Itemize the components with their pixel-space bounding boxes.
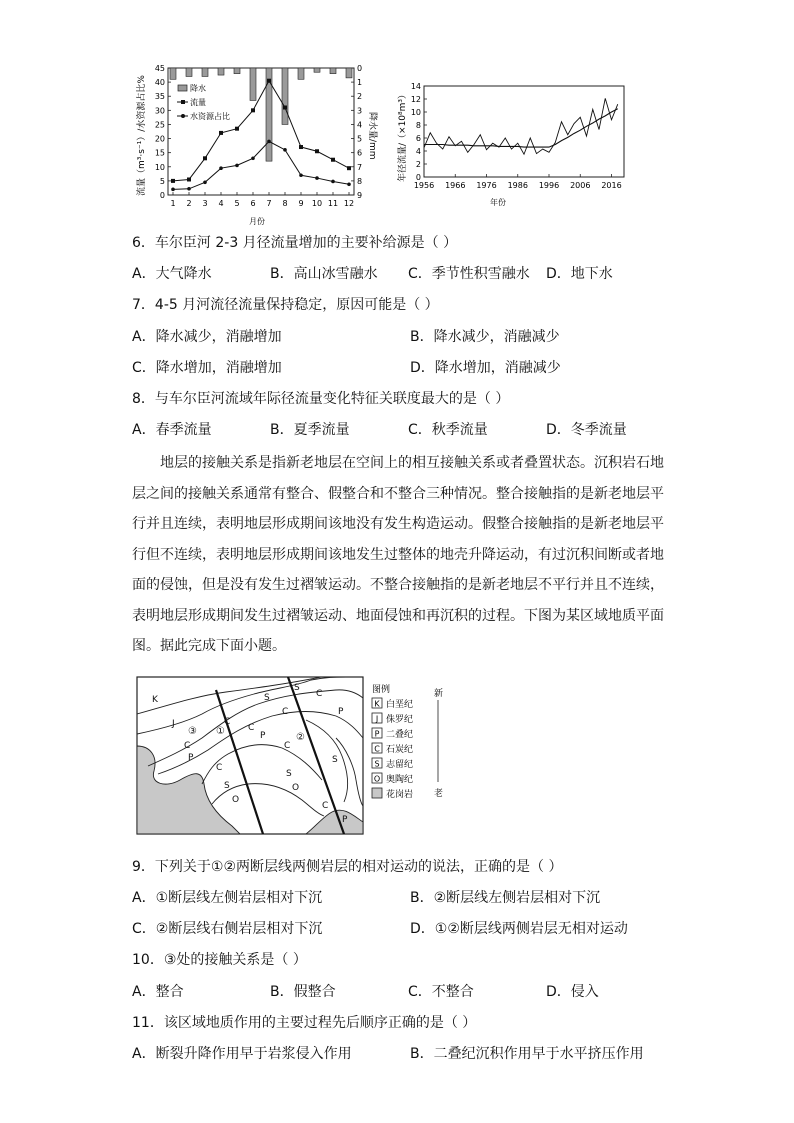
flow-point: [203, 156, 207, 160]
map-legend-name: 奥陶纪: [386, 775, 414, 785]
water-share-point: [267, 140, 271, 144]
question-11-stem: 11．该区域地质作用的主要过程先后顺序正确的是（ ）: [132, 1015, 477, 1031]
precip-bar: [170, 68, 176, 79]
q11-option-b[interactable]: B．二叠纪沉积作用早于水平挤压作用: [410, 1046, 644, 1062]
map-legend-code: O: [373, 774, 381, 784]
q7-option-c[interactable]: C．降水增加，消融增加: [132, 360, 282, 376]
map-legend-code: S: [374, 759, 380, 769]
question-8-stem: 8．与车尔臣河流域年际径流量变化特征关联度最大的是（ ）: [132, 391, 510, 407]
question-7-stem: 7．4-5 月河流径流量保持稳定，原因可能是（ ）: [132, 297, 439, 313]
map-legend-code: P: [374, 729, 380, 739]
q6-option-a[interactable]: A．大气降水: [132, 266, 212, 282]
marker-2: ②: [296, 732, 305, 743]
monthly-flow-chart: [130, 60, 377, 228]
map-label-c-4: C: [282, 707, 289, 717]
passage-paragraph: [132, 448, 664, 662]
q9-option-a[interactable]: A．①断层线左侧岩层相对下沉: [132, 890, 323, 906]
chart1-left-tick-label: 40: [154, 78, 165, 88]
precip-bar: [330, 68, 336, 74]
chart1-right-tick-label: 8: [357, 176, 363, 186]
chart1-x-tick-label: 9: [298, 199, 304, 208]
map-legend-name: 石炭纪: [386, 745, 414, 755]
q6-option-c[interactable]: C．季节性积雪融水: [408, 266, 530, 282]
map-label-s-2: S: [294, 683, 300, 693]
chart2-x-tick-label: 1966: [445, 181, 466, 190]
map-label-s-4: S: [286, 769, 292, 779]
precip-bar: [346, 68, 352, 78]
map-legend-title: 图例: [372, 685, 391, 695]
map-label-s-3: S: [224, 781, 230, 791]
chart1-left-tick-label: 20: [154, 134, 165, 144]
map-label-c-6: C: [284, 741, 291, 751]
q9-option-c[interactable]: C．②断层线右侧岩层相对下沉: [132, 921, 323, 937]
chart1-right-axis-label: 降水量/mm: [367, 112, 377, 160]
q7-option-d[interactable]: D．降水增加，消融减少: [410, 360, 561, 376]
flow-point: [235, 127, 239, 131]
flow-point: [267, 79, 271, 83]
q8-option-b[interactable]: B．夏季流量: [270, 422, 350, 438]
map-label-c-7: C: [216, 763, 223, 773]
chart1-right-tick-label: 5: [357, 134, 363, 144]
chart1-right-tick-label: 4: [357, 120, 363, 130]
water-share-point: [299, 173, 303, 177]
map-legend-name: 花岗岩: [386, 790, 414, 800]
chart1-x-tick-label: 10: [311, 199, 323, 208]
chart1-legend: [177, 83, 230, 121]
map-label-s-5: S: [332, 755, 338, 765]
chart1-left-tick-label: 45: [154, 64, 165, 73]
water-share-point: [203, 181, 207, 185]
q6-option-b[interactable]: B．高山冰雪融水: [270, 266, 378, 282]
map-legend-code: K: [374, 699, 380, 709]
chart1-x-tick-label: 7: [266, 199, 272, 208]
runoff-line: [424, 98, 618, 154]
water-share-point: [347, 182, 351, 186]
flow-line: [173, 81, 349, 181]
chart1-right-tick-label: 9: [357, 191, 363, 200]
map-label-p-4: P: [342, 815, 348, 825]
geological-map: [136, 676, 456, 836]
marker-1: ①: [216, 726, 225, 737]
chart1-right-tick-label: 0: [357, 64, 363, 73]
chart1-left-tick-label: 35: [154, 92, 165, 102]
chart2-y-tick-label: 2: [415, 160, 421, 169]
chart1-x-tick-label: 8: [282, 199, 288, 208]
q9-option-d[interactable]: D．①②断层线两侧岩层无相对运动: [410, 921, 628, 937]
flow-point: [331, 158, 335, 162]
map-label-j: J: [172, 719, 175, 729]
map-legend-name: 二叠纪: [386, 730, 414, 740]
chart1-x-tick-label: 4: [218, 199, 224, 208]
q8-option-c[interactable]: C．秋季流量: [408, 422, 488, 438]
map-legend-code: J: [375, 714, 379, 724]
flow-point: [219, 131, 223, 135]
chart2-x-axis-label: 年份: [490, 198, 506, 207]
q7-option-b[interactable]: B．降水减少，消融减少: [410, 329, 560, 345]
q8-option-d[interactable]: D．冬季流量: [546, 422, 627, 438]
flow-point: [299, 145, 303, 149]
chart1-x-tick-label: 6: [250, 199, 256, 208]
chart2-x-tick-label: 1956: [413, 181, 435, 190]
flow-point: [171, 179, 175, 183]
map-legend-code: C: [374, 744, 380, 754]
water-share-point: [219, 166, 223, 170]
map-label-k: K: [152, 695, 158, 705]
q10-option-c[interactable]: C．不整合: [408, 984, 474, 1000]
q9-option-b[interactable]: B．②断层线左侧岩层相对下沉: [410, 890, 601, 906]
map-legend: [372, 683, 443, 800]
water-share-point: [315, 176, 319, 180]
chart2-y-tick-label: 12: [410, 95, 421, 104]
map-legend-name: 白垩纪: [386, 700, 414, 710]
legend-share-label: 水资源占比: [190, 112, 230, 121]
chart1-right-tick-label: 2: [357, 92, 363, 102]
question-9-stem: 9．下列关于①②两断层线两侧岩层的相对运动的说法，正确的是（ ）: [132, 859, 563, 875]
map-label-s-1: S: [264, 693, 270, 703]
question-6-stem: 6．车尔臣河 2-3 月径流量增加的主要补给源是（ ）: [132, 235, 458, 251]
precip-bar: [218, 68, 224, 75]
chart1-left-tick-label: 15: [154, 148, 165, 158]
map-label-p-3: P: [260, 731, 266, 741]
flow-point: [251, 108, 255, 112]
chart1-x-axis-label: 月份: [249, 217, 265, 226]
precip-bar: [234, 68, 240, 74]
chart1-left-tick-label: 5: [159, 176, 165, 186]
flow-point: [187, 177, 191, 181]
legend-flow-label: 流量: [190, 98, 206, 107]
chart1-right-tick-label: 1: [357, 78, 363, 88]
chart2-plot-frame: [424, 86, 624, 177]
water-share-point: [251, 157, 255, 161]
chart1-left-tick-label: 30: [154, 106, 165, 116]
chart2-y-tick-label: 4: [415, 147, 421, 156]
water-share-point: [171, 188, 175, 192]
chart2-y-tick-label: 6: [415, 134, 421, 143]
map-label-c-2: C: [224, 717, 231, 727]
q6-option-d[interactable]: D．地下水: [546, 266, 613, 282]
precip-bar: [282, 68, 288, 124]
chart2-y-axis-label: 年径流量/（×10⁸m³）: [398, 89, 408, 182]
passage-text: 地层的接触关系是指新老地层在空间上的相互接触关系或者叠置状态。沉积岩石地层之间的接触关系通常有整合、假整合和不整合三种情况。整合接触指的是新老地层平行并且连续，表明地层形成期间该地没有发生构造运动。假整合接触指的是新老地层平行但不连续，表明地层形成期间该地发生过整体的地壳升降运动，有过沉积间断或者地面的侵蚀，但是没有发生过褶皱运动。不整合接触指的是新老地层不平行并且不连续，表明地层形成期间发生过褶皱运动、地面侵蚀和再沉积的过程。下图为某区域地质平面图。据此完成下面小题。: [132, 455, 664, 654]
flow-point: [283, 106, 287, 110]
chart1-x-tick-label: 11: [327, 199, 339, 208]
chart1-right-tick-label: 6: [357, 148, 363, 158]
chart2-x-tick-label: 1996: [538, 181, 560, 190]
chart2-x-tick-label: 2006: [570, 181, 591, 190]
chart1-left-tick-label: 25: [154, 120, 165, 130]
chart2-y-tick-label: 10: [410, 108, 421, 117]
chart1-left-tick-label: 10: [154, 162, 165, 172]
chart1-x-tick-label: 12: [343, 199, 355, 208]
water-share-point: [283, 148, 287, 152]
chart2-x-tick-label: 2016: [601, 181, 622, 190]
q11-option-a[interactable]: A．断裂升降作用早于岩浆侵入作用: [132, 1046, 352, 1062]
chart1-x-tick-label: 1: [170, 199, 176, 208]
q7-option-a[interactable]: A．降水减少，消融增加: [132, 329, 282, 345]
map-legend-new: 新: [434, 689, 444, 699]
legend-precip-label: 降水: [190, 84, 206, 93]
flow-point: [347, 166, 351, 170]
chart1-right-tick-label: 3: [357, 106, 363, 116]
map-legend-name: 志留纪: [386, 760, 414, 770]
q10-option-b[interactable]: B．假整合: [270, 984, 336, 1000]
chart2-x-tick-label: 1986: [507, 181, 528, 190]
chart1-right-tick-label: 7: [357, 162, 363, 172]
chart1-left-axis-label: 流量（m³·s⁻¹）/水资源占比%: [137, 75, 147, 196]
map-legend-old: 老: [434, 789, 444, 799]
flow-point: [315, 149, 319, 153]
water-share-point: [187, 187, 191, 191]
map-label-p-2: P: [338, 707, 344, 717]
chart2-y-tick-label: 0: [415, 173, 421, 182]
map-label-p-1: P: [188, 753, 194, 763]
map-label-c-3: C: [316, 689, 323, 699]
marker-3: ③: [188, 726, 197, 737]
water-share-point: [235, 164, 239, 168]
map-label-c-8: C: [322, 801, 329, 811]
chart1-x-tick-label: 2: [186, 199, 192, 208]
precip-bar: [314, 68, 320, 72]
precip-bar: [250, 68, 256, 100]
chart2-x-tick-label: 1976: [476, 181, 497, 190]
chart1-left-tick-label: 0: [159, 191, 165, 200]
precip-bar: [202, 68, 208, 76]
map-label-o-1: O: [232, 795, 240, 805]
chart2-y-tick-label: 8: [415, 121, 421, 130]
question-10-stem: 10．③处的接触关系是（ ）: [132, 952, 307, 968]
chart1-x-tick-label: 3: [202, 199, 208, 208]
annual-runoff-chart: [392, 78, 632, 210]
q8-option-a[interactable]: A．春季流量: [132, 422, 212, 438]
map-legend-swatch: [372, 788, 382, 798]
chart2-y-tick-label: 14: [410, 82, 421, 91]
map-legend-name: 侏罗纪: [386, 715, 414, 725]
map-label-c-5: C: [248, 723, 255, 733]
map-label-c-1: C: [184, 741, 191, 751]
q10-option-d[interactable]: D．侵入: [546, 984, 599, 1000]
chart1-x-tick-label: 5: [234, 199, 240, 208]
water-share-point: [331, 180, 335, 184]
map-label-o-2: O: [292, 783, 300, 793]
precip-bar: [186, 68, 192, 76]
precip-bar: [298, 68, 304, 79]
q10-option-a[interactable]: A．整合: [132, 984, 184, 1000]
